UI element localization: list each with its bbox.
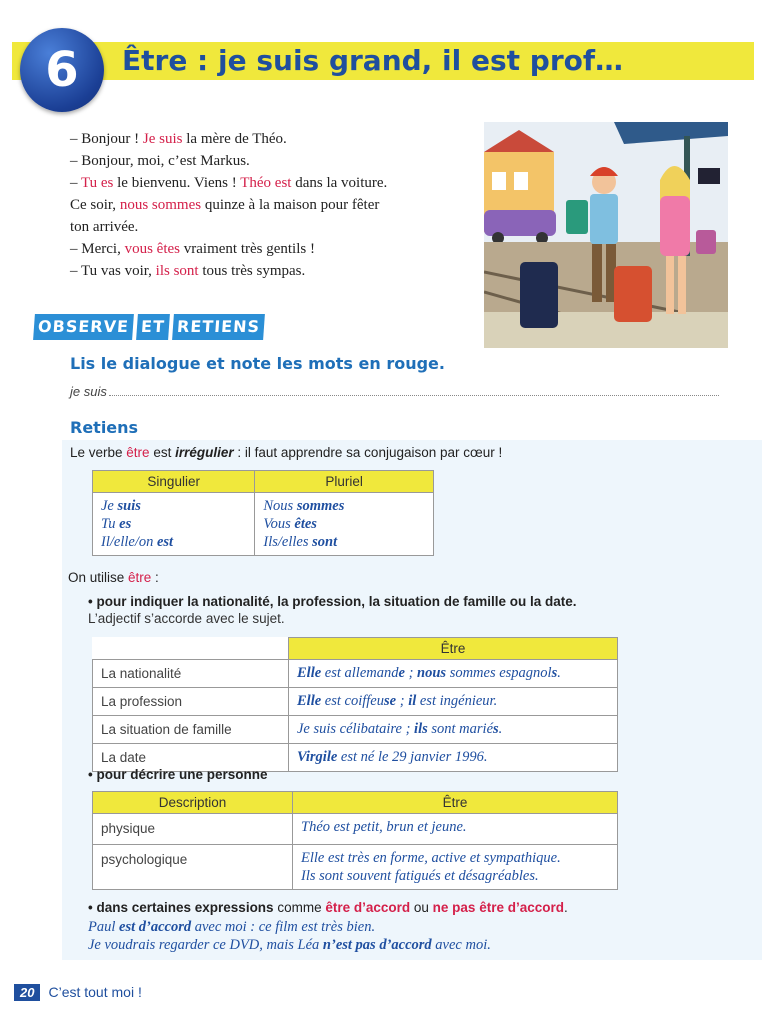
usage-category: La date [93,744,289,772]
utilise-suffix: : [151,570,159,585]
conjugation-pronoun: Nous [263,498,297,514]
dialogue-segment: – [70,175,81,191]
page-footer [14,982,142,1002]
usage-example: Virgile est né le 29 janvier 1996. [289,744,618,772]
conjugation-verb: est [156,534,174,550]
dialogue-line [70,150,470,172]
expression-ne-pas-etre-daccord: ne pas être d’accord [432,900,564,915]
usage-category: La situation de famille [93,716,289,744]
conjugation-form [263,515,425,533]
usage-table-blank-header [93,638,289,660]
expression-examples [88,918,491,954]
dialogue-segment: ton arrivée. [70,219,139,235]
dialogue-red-word: vous êtes [124,241,180,257]
dialogue-segment: tous très sympas. [198,263,306,279]
answer-line[interactable] [70,384,730,399]
dialogue-red-word: Je suis [142,131,183,147]
utilise-text [68,570,159,585]
page-number: 20 [14,984,40,1001]
rule-text [70,445,502,460]
description-table [92,791,618,890]
expression-etre-daccord: être d’accord [325,900,411,915]
chapter-title: Être : je suis grand, il est prof… [122,44,624,77]
observe-banner-word: RETIENS [172,314,265,340]
conjugation-singular-cell [93,493,255,556]
conjugation-header-singular: Singulier [93,471,255,493]
description-table-header-description: Description [93,792,293,814]
usage-example: Elle est coiffeuse ; il est ingénieur. [289,688,618,716]
dialogue-line [70,128,470,150]
expressions-mid: comme [273,900,326,915]
conjugation-form [101,533,246,551]
chapter-number-badge: 6 [20,28,104,112]
utilise-verb: être [128,570,152,585]
description-table-header-etre: Être [293,792,618,814]
dialogue-segment: – Tu vas voir, [70,263,156,279]
table-row [93,845,618,890]
station-illustration [484,122,728,348]
dialogue-text [70,128,470,282]
usage-table-identity [92,637,618,772]
observe-banner-word: OBSERVE [33,314,134,340]
conjugation-verb: suis [117,498,141,514]
expressions-end: . [563,900,568,915]
dialogue-segment: le bienvenu. Viens ! [113,175,241,191]
rule-verb: être [126,445,150,460]
usage-example: Elle est allemande ; nous sommes espagnols. [289,660,618,688]
dialogue-segment: la mère de Théo. [182,131,287,147]
dialogue-segment: dans la voiture. [291,175,388,191]
dialogue-line [70,260,470,282]
dialogue-segment: – Merci, [70,241,125,257]
dialogue-segment: – Bonjour, moi, c’est Markus. [70,153,250,169]
expression-example-line: Je voudrais regarder ce DVD, mais Léa n’est pas d’accord avec moi. [88,937,491,953]
expression-example-line: Paul est d’accord avec moi : ce film est très bien. [88,919,376,935]
usage-category: La nationalité [93,660,289,688]
dialogue-segment: vraiment très gentils ! [180,241,315,257]
description-category: physique [93,814,293,845]
usage-bullet-description: • pour décrire une personne [88,767,268,782]
conjugation-pronoun: Je [101,498,118,514]
conjugation-form [101,497,246,515]
answer-line-label: je suis [70,384,107,399]
dialogue-segment: Ce soir, [70,197,120,213]
observe-banner-word: ET [136,314,170,340]
instruction-heading: Lis le dialogue et note les mots en rouge. [70,354,445,373]
conjugation-table [92,470,434,556]
conjugation-verb: es [119,516,132,532]
conjugation-pronoun: Ils/elles [263,534,313,550]
usage-table-header-etre: Être [289,638,618,660]
rule-suffix: : il faut apprendre sa conjugaison par cœur ! [233,445,503,460]
observe-et-retiens-banner [34,314,264,340]
table-row [93,716,618,744]
retiens-heading: Retiens [70,418,139,437]
conjugation-verb: sont [312,534,338,550]
adjective-note: L’adjectif s’accorde avec le sujet. [88,611,285,626]
conjugation-pronoun: Tu [101,516,120,532]
dialogue-line [70,216,470,238]
dialogue-red-word: nous sommes [119,197,202,213]
rule-prefix: Le verbe [70,445,127,460]
dialogue-red-word: Tu es [80,175,114,191]
dialogue-segment: quinze à la maison pour fêter [201,197,380,213]
usage-bullet-nationality: • pour indiquer la nationalité, la profession, la situation de famille ou la date. [88,594,577,609]
conjugation-verb: sommes [296,498,345,514]
expressions-prefix: • dans certaines expressions [88,900,274,915]
usage-category: La profession [93,688,289,716]
description-category: psychologique [93,845,293,890]
dialogue-red-word: ils sont [155,263,199,279]
conjugation-pronoun: Il/elle/on [101,534,157,550]
conjugation-plural-cell [255,493,434,556]
rule-mid: est [149,445,176,460]
conjugation-form [263,497,425,515]
dialogue-line [70,172,470,194]
answer-line-dots[interactable] [109,395,719,396]
conjugation-verb: êtes [294,516,317,532]
table-row [93,814,618,845]
table-row [93,660,618,688]
rule-irregular: irrégulier [175,445,234,460]
conjugation-form [263,533,425,551]
utilise-prefix: On utilise [68,570,129,585]
usage-example: Je suis célibataire ; ils sont mariés. [289,716,618,744]
dialogue-red-word: Théo est [240,175,292,191]
dialogue-segment: – Bonjour ! [70,131,143,147]
conjugation-header-plural: Pluriel [255,471,434,493]
usage-bullet-expressions [88,900,568,915]
description-example: Théo est petit, brun et jeune. [293,814,618,845]
conjugation-pronoun: Vous [263,516,295,532]
footer-section-title: C’est tout moi ! [48,984,142,1000]
dialogue-line [70,238,470,260]
table-row [93,688,618,716]
conjugation-form [101,515,246,533]
dialogue-line [70,194,470,216]
description-example: Elle est très en forme, active et sympathique. Ils sont souvent fatigués et désagréables. [293,845,618,890]
expressions-or: ou [410,900,433,915]
